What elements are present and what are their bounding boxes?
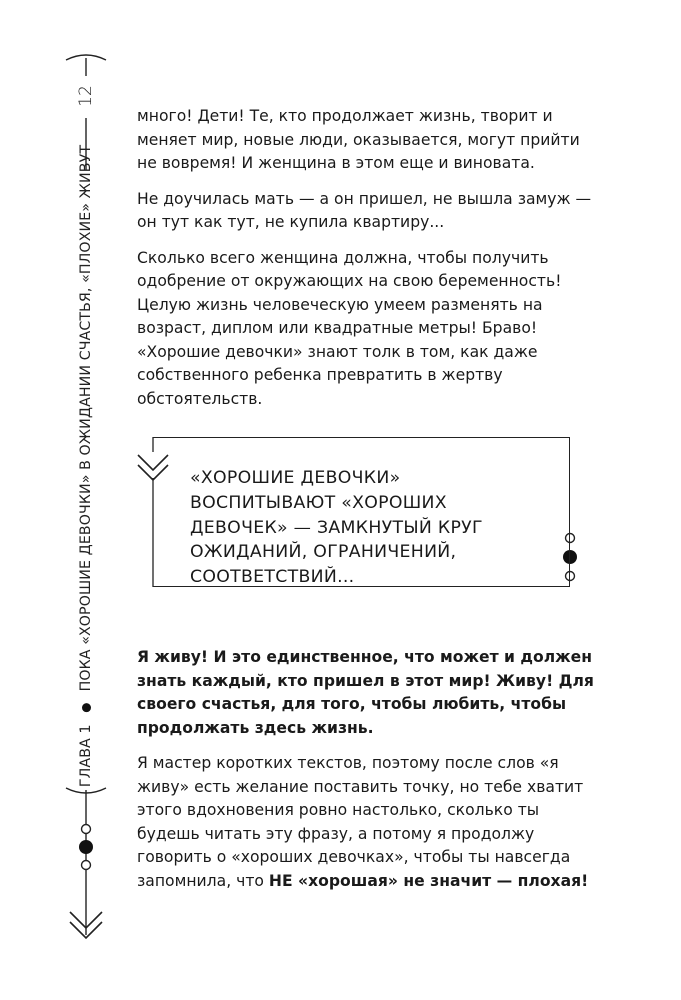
bottom-bracket-icon [66, 788, 106, 793]
page-number-text: 12 [76, 85, 96, 107]
body-text-bottom [137, 646, 597, 893]
paragraph: много! Дети! Те, кто продолжает жизнь, творит и меняет мир, новые люди, оказывается, могут прийти не вовремя! И женщина в этом еще и виновата. [137, 107, 580, 172]
paragraph-text: Я мастер коротких текстов, поэтому после слов «я живу» есть желание поставить точку, но тебе хватит этого вдохновения ровно настолько, сколько ты будешь читать эту фразу, а потому я продолжу говорить о «хороших девочках», чтобы ты навсегда запомнила, что [137, 754, 584, 890]
paragraph-emphasis: НЕ «хорошая» не значит — плохая! [268, 871, 589, 890]
bold-paragraph: Я живу! И это единственное, что может и должен знать каждый, кто пришел в этот мир! Живу! Для своего счастья, для того, чтобы любить, чтобы продолжать здесь жизнь. [137, 648, 594, 737]
paragraph [137, 752, 597, 893]
running-head-title: ПОКА «ХОРОШИЕ ДЕВОЧКИ» В ОЖИДАНИИ СЧАСТЬЯ, «ПЛОХИЕ» ЖИВУТ [78, 144, 94, 692]
body-text-top [137, 105, 597, 411]
running-head-chapter: ГЛАВА 1 [78, 724, 94, 788]
top-bracket-icon [66, 55, 106, 60]
double-chevron-down-icon [70, 912, 102, 938]
bullet-dot-icon [82, 703, 91, 712]
paragraph: Сколько всего женщина должна, чтобы получить одобрение от окружающих на свою беременность! Целую жизнь человеческую умеем разменять на возраст, диплом или квадратные метры! Браво! «Хорошие девочки» знают толк в том, как даже собственного ребенка превратить в жертву обстоятельств. [137, 248, 562, 408]
small-circle-icon [82, 861, 91, 870]
pull-quote: «ХОРОШИЕ ДЕВОЧКИ» ВОСПИТЫВАЮТ «ХОРОШИХ ДЕВОЧЕК» — ЗАМКНУТЫЙ КРУГ ОЖИДАНИЙ, ОГРАНИЧЕНИЙ, СООТВЕТСТВИЙ... [190, 468, 483, 588]
paragraph: Не доучилась мать — а он пришел, не вышла замуж — он тут как тут, не купила квартиру... [137, 189, 592, 231]
small-circle-icon [82, 825, 91, 834]
large-dot-icon [79, 840, 93, 854]
